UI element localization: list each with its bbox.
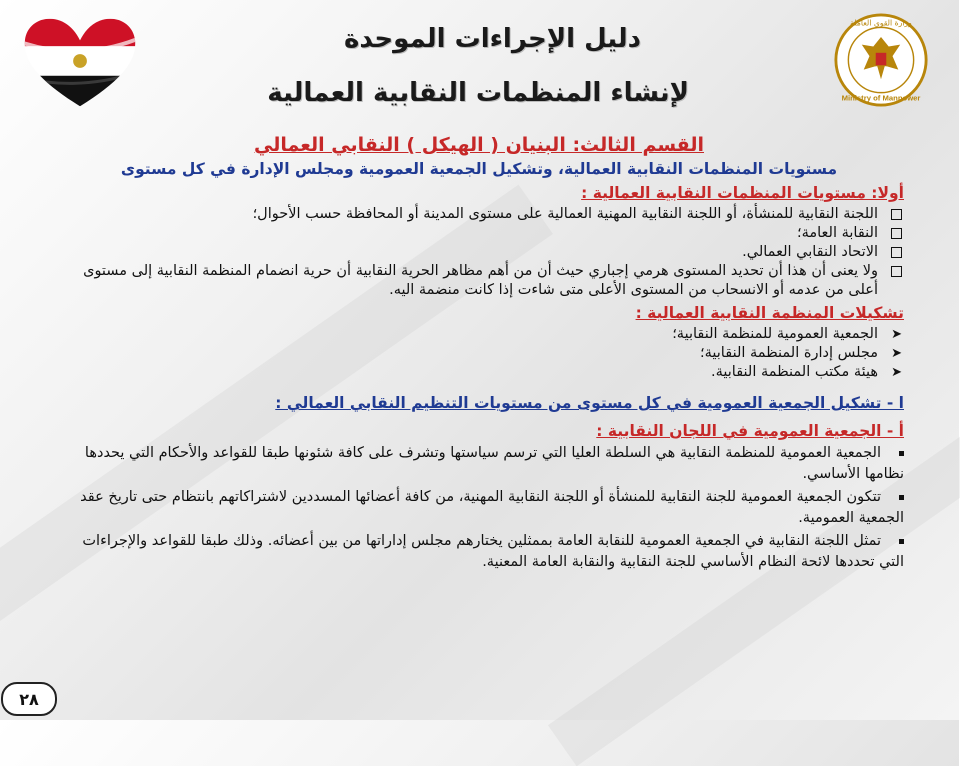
- formations-heading: تشكيلات المنظمة النقابية العمالية :: [636, 304, 905, 322]
- document-title-line-1: دليل الإجراءات الموحدة: [345, 24, 642, 54]
- levels-heading: أولا: مستويات المنظمات النقابية العمالية :: [582, 184, 905, 202]
- list-item: ➤ مجلس إدارة المنظمة النقابية؛: [701, 345, 903, 361]
- arrow-bullet-icon: ➤: [892, 365, 903, 380]
- levels-list: [55, 205, 905, 300]
- ministry-of-manpower-logo-icon: [834, 10, 930, 110]
- egypt-flag-heart-icon: [22, 12, 140, 112]
- svg-text:وزارة القوى العاملة: وزارة القوى العاملة: [851, 18, 913, 28]
- assembly-paragraph: تمثل اللجنة النقابية في الجمعية العمومية للنقابة العامة بممثلين يختارهم مجلس إداراتها من بين أعضائه. وذلك طبقا للقواعد والإجراءات التي تحددها لائحة النظام الأساسي للجنة النقابية والنقابة العامة المعنية.: [83, 533, 905, 570]
- arrow-bullet-icon: ➤: [892, 327, 903, 342]
- square-bullet-icon: [900, 451, 905, 456]
- list-item: الاتحاد النقابي العمالي.: [55, 243, 905, 262]
- assembly-paragraph: الجمعية العمومية للمنظمة النقابية هي السلطة العليا التي ترسم سياستها وتشرف على كافة شئونها طبقا للقواعد والأحكام التي يحددها نظامها الأساسي.: [85, 445, 905, 482]
- assembly-heading: ا - تشكيل الجمعية العمومية في كل مستوى من مستويات التنظيم النقابي العمالي :: [276, 394, 905, 412]
- document-title-line-2: لإنشاء المنظمات النقابية العمالية: [268, 78, 690, 108]
- assembly-subheading: أ - الجمعية العمومية في اللجان النقابية :: [597, 422, 905, 440]
- checkbox-icon: [892, 266, 903, 277]
- svg-text:Ministry of Manpower: Ministry of Manpower: [842, 93, 922, 103]
- section-subheading: مستويات المنظمات النقابية العمالية، وتشكيل الجمعية العمومية ومجلس الإدارة في كل مستوى: [121, 160, 839, 178]
- checkbox-icon: [892, 209, 903, 220]
- arrow-bullet-icon: ➤: [892, 346, 903, 361]
- assembly-paragraph: تتكون الجمعية العمومية للجنة النقابية للمنشأة أو اللجنة النقابية المهنية، من كافة أعضائها المسددين لاشتراكاتهم بانتظام حتى تاريخ عقد الجمعية العمومية.: [81, 489, 905, 526]
- formations-list: [55, 325, 905, 382]
- checkbox-icon: [892, 228, 903, 239]
- page-number: ٢٨: [2, 682, 58, 716]
- square-bullet-icon: [900, 539, 905, 544]
- list-item: ➤ هيئة مكتب المنظمة النقابية.: [711, 364, 903, 380]
- header: [0, 0, 960, 130]
- list-item: النقابة العامة؛: [55, 224, 905, 243]
- section-heading: القسم الثالث: البنيان ( الهيكل ) النقابي العمالي: [255, 134, 705, 156]
- checkbox-icon: [892, 247, 903, 258]
- document-body: [55, 134, 905, 575]
- list-item: اللجنة النقابية للمنشأة، أو اللجنة النقابية المهنية العمالية على مستوى المدينة أو المحافظة حسب الأحوال؛: [55, 205, 905, 224]
- list-item: ولا يعنى أن هذا أن تحديد المستوى هرمي إجباري حيث أن من أهم مظاهر الحرية النقابية أن حرية انضمام المنظمة النقابية إلى مستوى أعلى من عدمه أو الانسحاب من المستوى الأعلى متى شاءت إذا كانت منضمة اليه.: [55, 262, 905, 300]
- list-item: ➤ الجمعية العمومية للمنظمة النقابية؛: [673, 326, 903, 342]
- square-bullet-icon: [900, 495, 905, 500]
